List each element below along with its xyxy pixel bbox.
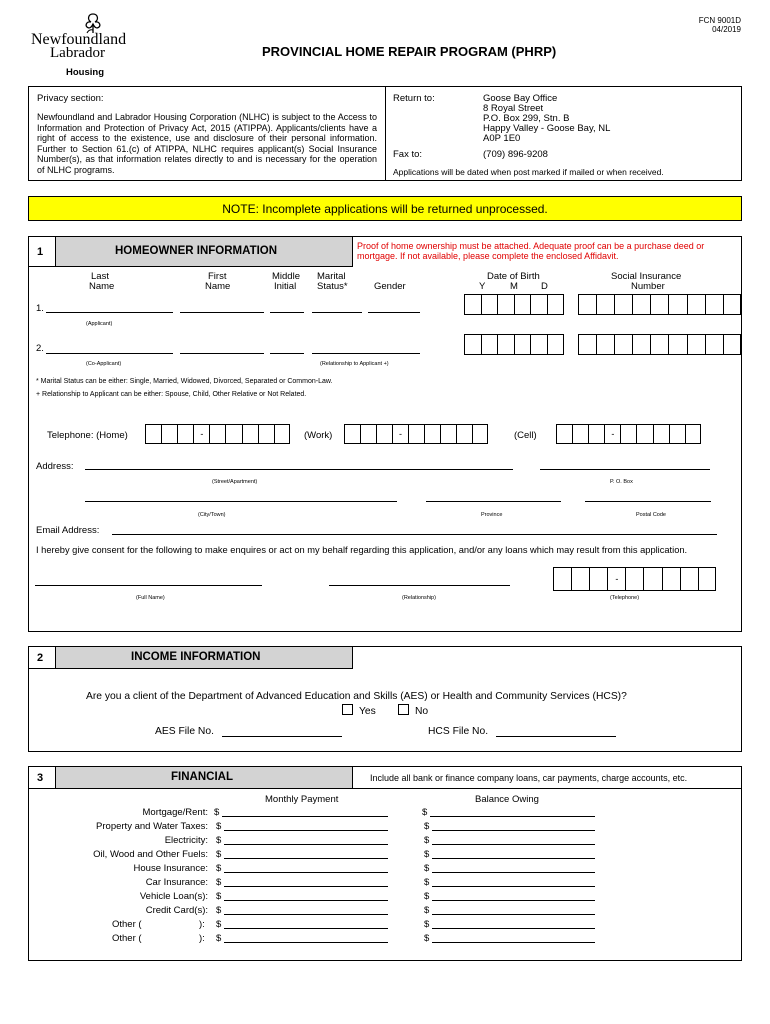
col-dob: Date of Birth [487,271,540,282]
return-line-4: Happy Valley - Goose Bay, NL [483,123,611,134]
fin-dollar-monthly-credit-cards: $ [216,905,222,916]
consent-relationship-field[interactable] [329,585,510,586]
applicant-sin-boxes[interactable] [578,294,741,315]
aes-file-field[interactable] [222,736,342,737]
section3-title: FINANCIAL [171,771,233,783]
col-gender: Gender [374,281,406,292]
coapplicant-relationship[interactable] [312,353,420,354]
section2-header-line [28,668,353,669]
province-sublabel: Province [481,512,503,518]
fullname-sublabel: (Full Name) [136,595,165,601]
fin-monthly-house-insurance[interactable] [224,872,388,873]
applicant-sublabel: (Applicant) [86,321,113,327]
yes-checkbox[interactable] [342,704,353,715]
fin-label-other-1: Other ( [112,919,142,930]
pobox-sublabel: P. O. Box [610,479,633,485]
fin-dollar-balance-other-1: $ [424,919,430,930]
coapplicant-sublabel: (Co-Applicant) [86,361,122,367]
row2-number: 2. [36,343,44,354]
fin-dollar-balance-fuels: $ [424,849,430,860]
fin-balance-fuels[interactable] [432,858,595,859]
fin-other-2-close: ): [199,933,205,944]
phone-cell-dash: - [605,425,621,443]
col-last-2: Name [89,281,115,292]
phone-work-dash: - [393,425,409,443]
return-line-1: Goose Bay Office [483,93,558,104]
city-sublabel: (City/Town) [198,512,226,518]
applicant-marital-status[interactable] [312,312,362,313]
fin-dollar-monthly-taxes: $ [216,821,222,832]
consent-phone-boxes[interactable] [553,567,716,591]
postal-field[interactable] [585,501,711,502]
fin-balance-mortgage[interactable] [430,816,595,817]
col-middle-1: Middle [272,271,300,282]
street-sublabel: (Street/Apartment) [212,479,258,485]
section1-number: 1 [37,246,44,258]
col-marital-2: Status* [317,281,348,292]
fin-dollar-monthly-other-2: $ [216,933,222,944]
logo-sub: Housing [66,67,104,78]
form-code: FCN 9001D [698,16,741,25]
col-sin-2: Number [631,281,665,292]
col-last-1: Last [91,271,109,282]
fin-dollar-monthly-mortgage: $ [214,807,220,818]
col-marital-1: Marital [317,271,346,282]
coapplicant-dob-boxes[interactable] [464,334,564,355]
hcs-label: HCS File No. [428,726,489,737]
fin-other-1-close: ): [199,919,205,930]
section1-header-line [28,266,353,267]
col-d: D [541,281,548,292]
fin-balance-credit-cards[interactable] [432,914,595,915]
fin-monthly-other-1[interactable] [224,928,388,929]
fin-label-taxes: Property and Water Taxes: [96,821,208,832]
phone-cell-boxes[interactable] [556,424,701,444]
balance-header: Balance Owing [475,794,539,805]
col-first-2: Name [205,281,231,292]
fin-label-vehicle-loans: Vehicle Loan(s): [139,891,208,902]
fin-label-other-2: Other ( [112,933,142,944]
applicant-gender[interactable] [368,312,420,313]
form-date: 04/2019 [712,25,741,34]
coapplicant-rel-sublabel: (Relationship to Applicant +) [320,361,389,367]
logo-line2: Labrador [50,45,105,61]
section3-title-divider [352,766,353,789]
fin-monthly-fuels[interactable] [224,858,388,859]
note-marital: * Marital Status can be either: Single, Married, Widowed, Divorced, Separated or Common-Law. [36,378,333,385]
col-first-1: First [208,271,227,282]
fin-balance-other-2[interactable] [432,942,595,943]
fin-dollar-monthly-vehicle-loans: $ [216,891,222,902]
coapplicant-first-name[interactable] [180,353,264,354]
page-title: PROVINCIAL HOME REPAIR PROGRAM (PHRP) [262,44,557,59]
return-label: Return to: [393,93,435,104]
fin-monthly-mortgage[interactable] [222,816,388,817]
consent-fullname-field[interactable] [35,585,262,586]
address-label: Address: [36,461,74,472]
fax-number: (709) 896-9208 [483,149,548,160]
consent-phone-dash: - [608,568,626,590]
fin-dollar-balance-other-2: $ [424,933,430,944]
privacy-heading: Privacy section: [37,93,104,104]
fin-dollar-balance-credit-cards: $ [424,905,430,916]
fin-label-car-insurance: Car Insurance: [145,877,208,888]
income-question: Are you a client of the Department of Advanced Education and Skills (AES) or Health and Community Services (HCS)? [86,691,627,702]
section2-number: 2 [37,652,44,664]
fin-dollar-monthly-house-insurance: $ [216,863,222,874]
fin-monthly-other-2[interactable] [224,942,388,943]
fin-label-electricity: Electricity: [164,835,208,846]
fin-balance-other-1[interactable] [432,928,595,929]
fin-monthly-vehicle-loans[interactable] [224,900,388,901]
fin-dollar-balance-car-insurance: $ [424,877,430,888]
aes-label: AES File No. [155,726,214,737]
fin-label-fuels: Oil, Wood and Other Fuels: [93,849,208,860]
applicant-last-name[interactable] [46,312,173,313]
fax-label: Fax to: [393,149,423,160]
proof-note: Proof of home ownership must be attached. Adequate proof can be a purchase deed or mortgage. If not available, please complete the enclosed Affidavit. [357,241,705,261]
section1-title: HOMEOWNER INFORMATION [115,245,278,257]
fin-balance-electricity[interactable] [432,844,595,845]
email-field[interactable] [112,534,717,535]
return-line-2: 8 Royal Street [483,103,544,114]
phone-home-dash: - [194,425,210,443]
return-line-5: A0P 1E0 [483,133,521,144]
logo-line1: Newfoundland [31,31,127,48]
fin-dollar-monthly-car-insurance: $ [216,877,222,888]
fin-dollar-monthly-other-1: $ [216,919,222,930]
section3-number: 3 [37,772,44,784]
applicant-dob-boxes[interactable] [464,294,564,315]
applicant-first-name[interactable] [180,312,264,313]
fin-dollar-monthly-electricity: $ [216,835,222,846]
email-label: Email Address: [36,525,100,536]
street-field[interactable] [85,469,513,470]
fin-balance-house-insurance[interactable] [432,872,595,873]
return-line-3: P.O. Box 299, Stn. B [483,113,570,124]
pobox-field[interactable] [540,469,710,470]
note-banner-text: NOTE: Incomplete applications will be returned unprocessed. [222,201,548,216]
province-field[interactable] [426,501,561,502]
consent-text: I hereby give consent for the following to make enquires or act on my behalf regarding this application, and/or any loans which may result from this application. [36,545,688,555]
hcs-file-field[interactable] [496,736,616,737]
applicant-middle-initial[interactable] [270,312,304,313]
phone-work-boxes[interactable] [344,424,488,444]
no-checkbox[interactable] [398,704,409,715]
fin-balance-taxes[interactable] [432,830,595,831]
fin-monthly-credit-cards[interactable] [224,914,388,915]
section1-title-divider [352,236,353,267]
no-label: No [415,706,429,717]
fin-dollar-balance-mortgage: $ [422,807,428,818]
dated-note: Applications will be dated when post marked if mailed or when received. [393,167,664,177]
note-banner [28,196,742,221]
col-m: M [510,281,518,292]
col-middle-2: Initial [274,281,297,292]
note-relation: + Relationship to Applicant can be either: Spouse, Child, Other Relative or Not Related. [36,391,307,398]
section2-title-divider [352,646,353,669]
no-option[interactable] [398,704,428,717]
city-field[interactable] [85,501,397,502]
fin-dollar-balance-vehicle-loans: $ [424,891,430,902]
telephone-sublabel: (Telephone) [610,595,640,601]
yes-label: Yes [359,706,376,717]
fin-label-house-insurance: House Insurance: [133,863,208,874]
fin-monthly-car-insurance[interactable] [224,886,388,887]
fin-dollar-balance-taxes: $ [424,821,430,832]
phone-cell-label: (Cell) [514,430,537,441]
col-sin-1: Social Insurance [611,271,682,282]
privacy-divider [385,86,386,181]
section3-header-line [28,788,742,789]
fin-monthly-electricity[interactable] [224,844,388,845]
fin-dollar-balance-electricity: $ [424,835,430,846]
col-y: Y [479,281,486,292]
yes-option[interactable] [342,704,376,717]
fin-label-mortgage: Mortgage/Rent: [142,807,208,818]
fin-balance-car-insurance[interactable] [432,886,595,887]
phone-home-label: Telephone: (Home) [47,430,128,441]
relationship-sublabel: (Relationship) [402,595,436,601]
fin-dollar-monthly-fuels: $ [216,849,222,860]
fin-balance-vehicle-loans[interactable] [432,900,595,901]
coapplicant-sin-boxes[interactable] [578,334,741,355]
fin-label-credit-cards: Credit Card(s): [145,905,208,916]
fin-dollar-balance-house-insurance: $ [424,863,430,874]
postal-sublabel: Postal Code [636,512,666,518]
section2-title: INCOME INFORMATION [131,651,261,663]
privacy-body: Newfoundland and Labrador Housing Corporation (NLHC) is subject to the Access to Information and Protection of Privacy Act, 2015 (ATIPPA). Applicants/clients have a right of access to the existence, use and disclosure of their personal information. Further to Section 61.(c) of ATIPPA, NLHC requires applicant(s) Social Insurance Number(s), as that information relates directly to and is necessary for the operation of NLHC programs. [37,112,377,175]
row1-number: 1. [36,303,44,314]
phone-work-label: (Work) [304,430,333,441]
monthly-header: Monthly Payment [265,794,339,805]
coapplicant-last-name[interactable] [46,353,173,354]
coapplicant-middle-initial[interactable] [270,353,304,354]
phone-home-boxes[interactable] [145,424,290,444]
section3-note: Include all bank or finance company loans, car payments, charge accounts, etc. [370,773,688,783]
fin-monthly-taxes[interactable] [224,830,388,831]
